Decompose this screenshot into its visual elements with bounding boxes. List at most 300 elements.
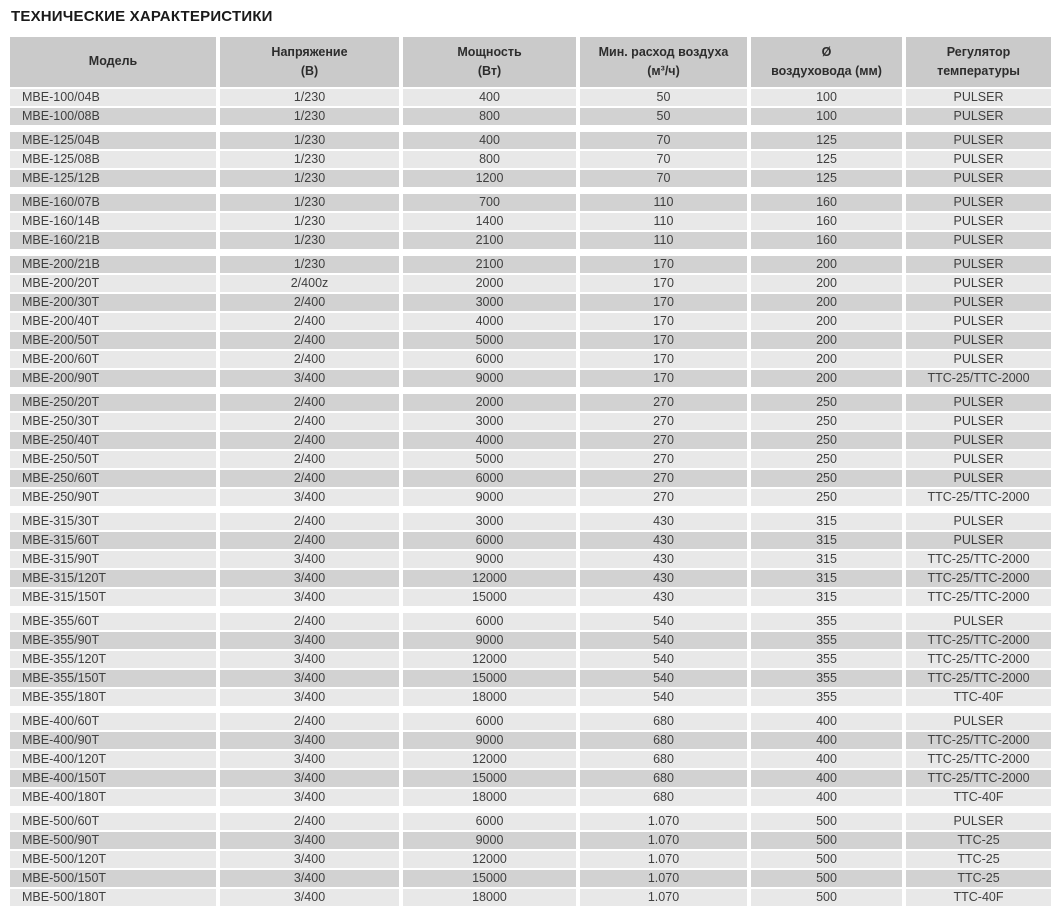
cell-voltage: 1/230	[220, 213, 399, 230]
column-header-sublabel: (Вт)	[477, 64, 502, 78]
cell-voltage: 2/400	[220, 613, 399, 630]
cell-voltage: 1/230	[220, 170, 399, 187]
cell-diameter: 250	[751, 413, 902, 430]
cell-model: MBE-200/50T	[10, 332, 216, 349]
column-header-airflow	[580, 37, 747, 87]
cell-model: MBE-400/90T	[10, 732, 216, 749]
cell-voltage: 2/400	[220, 351, 399, 368]
table-row	[10, 89, 1051, 106]
cell-model: MBE-200/20T	[10, 275, 216, 292]
model-group	[10, 394, 1051, 506]
cell-diameter: 125	[751, 132, 902, 149]
cell-diameter: 400	[751, 770, 902, 787]
cell-power: 15000	[403, 589, 576, 606]
cell-power: 800	[403, 108, 576, 125]
cell-power: 5000	[403, 451, 576, 468]
cell-regulator: TTC-40F	[906, 889, 1051, 906]
cell-diameter: 500	[751, 889, 902, 906]
cell-voltage: 1/230	[220, 194, 399, 211]
table-row	[10, 670, 1051, 687]
cell-airflow: 170	[580, 256, 747, 273]
cell-power: 6000	[403, 813, 576, 830]
cell-voltage: 3/400	[220, 589, 399, 606]
table-row	[10, 851, 1051, 868]
cell-regulator: PULSER	[906, 232, 1051, 249]
cell-airflow: 70	[580, 151, 747, 168]
cell-model: MBE-355/90T	[10, 632, 216, 649]
model-group	[10, 194, 1051, 249]
model-group	[10, 132, 1051, 187]
table-row	[10, 589, 1051, 606]
cell-airflow: 1.070	[580, 851, 747, 868]
cell-airflow: 270	[580, 394, 747, 411]
table-row	[10, 570, 1051, 587]
table-row	[10, 651, 1051, 668]
cell-power: 400	[403, 132, 576, 149]
cell-voltage: 3/400	[220, 370, 399, 387]
cell-voltage: 2/400	[220, 313, 399, 330]
table-row	[10, 151, 1051, 168]
cell-diameter: 355	[751, 651, 902, 668]
model-group	[10, 813, 1051, 906]
cell-model: MBE-160/07B	[10, 194, 216, 211]
cell-diameter: 250	[751, 489, 902, 506]
table-row	[10, 751, 1051, 768]
cell-power: 2000	[403, 275, 576, 292]
table-row	[10, 132, 1051, 149]
column-header-label: Мощность	[457, 44, 522, 59]
table-row	[10, 432, 1051, 449]
cell-airflow: 1.070	[580, 870, 747, 887]
table-row	[10, 532, 1051, 549]
cell-airflow: 270	[580, 432, 747, 449]
cell-power: 5000	[403, 332, 576, 349]
table-row	[10, 370, 1051, 387]
cell-diameter: 400	[751, 713, 902, 730]
cell-regulator: PULSER	[906, 613, 1051, 630]
cell-regulator: TTC-25/TTC-2000	[906, 551, 1051, 568]
cell-voltage: 3/400	[220, 632, 399, 649]
cell-airflow: 1.070	[580, 832, 747, 849]
cell-model: MBE-355/180T	[10, 689, 216, 706]
cell-power: 9000	[403, 551, 576, 568]
cell-power: 9000	[403, 832, 576, 849]
cell-diameter: 315	[751, 570, 902, 587]
cell-regulator: PULSER	[906, 132, 1051, 149]
cell-power: 9000	[403, 489, 576, 506]
cell-airflow: 430	[580, 513, 747, 530]
cell-power: 1400	[403, 213, 576, 230]
table-row	[10, 632, 1051, 649]
cell-model: MBE-250/30T	[10, 413, 216, 430]
cell-power: 2100	[403, 232, 576, 249]
cell-regulator: PULSER	[906, 89, 1051, 106]
table-row	[10, 108, 1051, 125]
table-row	[10, 256, 1051, 273]
cell-regulator: PULSER	[906, 470, 1051, 487]
model-group	[10, 256, 1051, 387]
cell-regulator: PULSER	[906, 151, 1051, 168]
cell-power: 4000	[403, 432, 576, 449]
cell-regulator: TTC-25/TTC-2000	[906, 770, 1051, 787]
cell-airflow: 430	[580, 532, 747, 549]
cell-diameter: 355	[751, 670, 902, 687]
cell-diameter: 355	[751, 632, 902, 649]
cell-model: MBE-400/120T	[10, 751, 216, 768]
cell-regulator: PULSER	[906, 275, 1051, 292]
table-row	[10, 713, 1051, 730]
cell-regulator: PULSER	[906, 713, 1051, 730]
cell-voltage: 2/400	[220, 413, 399, 430]
cell-airflow: 50	[580, 89, 747, 106]
cell-diameter: 250	[751, 394, 902, 411]
cell-diameter: 160	[751, 213, 902, 230]
column-header-power	[403, 37, 576, 87]
cell-regulator: TTC-25/TTC-2000	[906, 670, 1051, 687]
column-header-voltage	[220, 37, 399, 87]
cell-airflow: 680	[580, 751, 747, 768]
cell-airflow: 170	[580, 294, 747, 311]
cell-regulator: TTC-25	[906, 832, 1051, 849]
cell-airflow: 270	[580, 489, 747, 506]
cell-diameter: 125	[751, 170, 902, 187]
cell-voltage: 2/400	[220, 332, 399, 349]
table-row	[10, 770, 1051, 787]
model-group	[10, 513, 1051, 606]
cell-diameter: 500	[751, 851, 902, 868]
cell-diameter: 200	[751, 275, 902, 292]
cell-power: 400	[403, 89, 576, 106]
cell-power: 6000	[403, 532, 576, 549]
cell-power: 700	[403, 194, 576, 211]
column-header-sublabel: температуры	[937, 64, 1020, 78]
cell-voltage: 1/230	[220, 232, 399, 249]
column-header-label: Регулятор	[946, 44, 1011, 59]
cell-diameter: 400	[751, 789, 902, 806]
table-body	[10, 89, 1051, 906]
cell-regulator: TTC-25/TTC-2000	[906, 751, 1051, 768]
cell-airflow: 270	[580, 451, 747, 468]
cell-model: MBE-250/90T	[10, 489, 216, 506]
cell-regulator: PULSER	[906, 413, 1051, 430]
table-row	[10, 870, 1051, 887]
column-header-label: Напряжение	[271, 44, 348, 59]
cell-model: MBE-400/60T	[10, 713, 216, 730]
cell-airflow: 540	[580, 613, 747, 630]
cell-power: 12000	[403, 570, 576, 587]
cell-airflow: 540	[580, 632, 747, 649]
cell-model: MBE-315/30T	[10, 513, 216, 530]
cell-airflow: 430	[580, 570, 747, 587]
cell-model: MBE-315/120T	[10, 570, 216, 587]
cell-voltage: 2/400	[220, 294, 399, 311]
cell-airflow: 270	[580, 413, 747, 430]
cell-regulator: TTC-40F	[906, 789, 1051, 806]
cell-airflow: 70	[580, 132, 747, 149]
cell-diameter: 315	[751, 589, 902, 606]
cell-diameter: 100	[751, 108, 902, 125]
cell-diameter: 200	[751, 351, 902, 368]
cell-airflow: 680	[580, 732, 747, 749]
cell-power: 6000	[403, 351, 576, 368]
cell-regulator: PULSER	[906, 513, 1051, 530]
cell-regulator: PULSER	[906, 194, 1051, 211]
cell-diameter: 125	[751, 151, 902, 168]
cell-model: MBE-500/90T	[10, 832, 216, 849]
cell-voltage: 2/400	[220, 513, 399, 530]
cell-airflow: 430	[580, 551, 747, 568]
cell-voltage: 3/400	[220, 689, 399, 706]
cell-power: 18000	[403, 889, 576, 906]
table-row	[10, 489, 1051, 506]
cell-model: MBE-500/180T	[10, 889, 216, 906]
cell-airflow: 170	[580, 370, 747, 387]
cell-power: 800	[403, 151, 576, 168]
cell-airflow: 110	[580, 213, 747, 230]
cell-diameter: 200	[751, 294, 902, 311]
cell-regulator: PULSER	[906, 451, 1051, 468]
cell-voltage: 3/400	[220, 570, 399, 587]
cell-model: MBE-500/120T	[10, 851, 216, 868]
cell-model: MBE-500/150T	[10, 870, 216, 887]
table-row	[10, 889, 1051, 906]
table-row	[10, 213, 1051, 230]
cell-diameter: 200	[751, 332, 902, 349]
table-row	[10, 313, 1051, 330]
cell-voltage: 2/400	[220, 713, 399, 730]
cell-voltage: 3/400	[220, 551, 399, 568]
cell-airflow: 1.070	[580, 813, 747, 830]
cell-diameter: 250	[751, 432, 902, 449]
cell-diameter: 250	[751, 470, 902, 487]
cell-airflow: 540	[580, 689, 747, 706]
cell-voltage: 2/400z	[220, 275, 399, 292]
column-header-label: Мин. расход воздуха	[598, 44, 729, 59]
cell-airflow: 540	[580, 670, 747, 687]
cell-airflow: 270	[580, 470, 747, 487]
cell-voltage: 1/230	[220, 132, 399, 149]
cell-model: MBE-400/150T	[10, 770, 216, 787]
cell-airflow: 170	[580, 313, 747, 330]
cell-voltage: 2/400	[220, 432, 399, 449]
cell-model: MBE-250/20T	[10, 394, 216, 411]
cell-voltage: 2/400	[220, 813, 399, 830]
cell-model: MBE-355/120T	[10, 651, 216, 668]
table-row	[10, 513, 1051, 530]
table-row	[10, 451, 1051, 468]
cell-voltage: 3/400	[220, 832, 399, 849]
cell-power: 15000	[403, 770, 576, 787]
column-header-regulator	[906, 37, 1051, 87]
cell-power: 3000	[403, 413, 576, 430]
cell-voltage: 1/230	[220, 256, 399, 273]
cell-diameter: 315	[751, 551, 902, 568]
cell-airflow: 680	[580, 770, 747, 787]
cell-diameter: 355	[751, 689, 902, 706]
cell-model: MBE-200/30T	[10, 294, 216, 311]
cell-airflow: 170	[580, 332, 747, 349]
cell-airflow: 1.070	[580, 889, 747, 906]
cell-voltage: 3/400	[220, 732, 399, 749]
cell-power: 18000	[403, 789, 576, 806]
cell-model: MBE-315/60T	[10, 532, 216, 549]
cell-regulator: TTC-25	[906, 870, 1051, 887]
cell-power: 4000	[403, 313, 576, 330]
table-row	[10, 689, 1051, 706]
cell-model: MBE-355/150T	[10, 670, 216, 687]
column-header-model	[10, 37, 216, 87]
table-row	[10, 551, 1051, 568]
model-group	[10, 713, 1051, 806]
cell-airflow: 540	[580, 651, 747, 668]
column-header-label: Ø	[821, 44, 832, 59]
cell-regulator: PULSER	[906, 813, 1051, 830]
cell-power: 9000	[403, 732, 576, 749]
cell-voltage: 1/230	[220, 108, 399, 125]
table-row	[10, 394, 1051, 411]
cell-model: MBE-100/08B	[10, 108, 216, 125]
cell-regulator: TTC-25/TTC-2000	[906, 589, 1051, 606]
table-row	[10, 232, 1051, 249]
cell-power: 15000	[403, 870, 576, 887]
cell-model: MBE-200/40T	[10, 313, 216, 330]
cell-airflow: 680	[580, 789, 747, 806]
cell-model: MBE-315/90T	[10, 551, 216, 568]
cell-regulator: TTC-25	[906, 851, 1051, 868]
cell-regulator: TTC-25/TTC-2000	[906, 732, 1051, 749]
cell-regulator: TTC-25/TTC-2000	[906, 651, 1051, 668]
cell-model: MBE-250/50T	[10, 451, 216, 468]
cell-regulator: PULSER	[906, 313, 1051, 330]
cell-diameter: 250	[751, 451, 902, 468]
cell-diameter: 200	[751, 256, 902, 273]
cell-power: 6000	[403, 470, 576, 487]
cell-model: MBE-100/04B	[10, 89, 216, 106]
column-header-sublabel: воздуховода (мм)	[771, 64, 882, 78]
cell-voltage: 3/400	[220, 751, 399, 768]
table-row	[10, 413, 1051, 430]
model-group	[10, 89, 1051, 125]
cell-voltage: 2/400	[220, 451, 399, 468]
table-row	[10, 789, 1051, 806]
cell-model: MBE-400/180T	[10, 789, 216, 806]
table-row	[10, 170, 1051, 187]
table-row	[10, 294, 1051, 311]
cell-power: 18000	[403, 689, 576, 706]
cell-power: 3000	[403, 294, 576, 311]
cell-voltage: 2/400	[220, 394, 399, 411]
cell-regulator: PULSER	[906, 332, 1051, 349]
cell-model: MBE-125/04B	[10, 132, 216, 149]
table-row	[10, 732, 1051, 749]
cell-power: 15000	[403, 670, 576, 687]
cell-voltage: 3/400	[220, 770, 399, 787]
cell-airflow: 110	[580, 232, 747, 249]
cell-model: MBE-200/60T	[10, 351, 216, 368]
cell-model: MBE-160/14B	[10, 213, 216, 230]
cell-model: MBE-200/21B	[10, 256, 216, 273]
cell-regulator: TTC-25/TTC-2000	[906, 370, 1051, 387]
cell-voltage: 3/400	[220, 489, 399, 506]
cell-model: MBE-355/60T	[10, 613, 216, 630]
cell-power: 9000	[403, 370, 576, 387]
cell-diameter: 315	[751, 513, 902, 530]
table-row	[10, 275, 1051, 292]
cell-power: 1200	[403, 170, 576, 187]
table-row	[10, 351, 1051, 368]
cell-airflow: 70	[580, 170, 747, 187]
cell-voltage: 2/400	[220, 470, 399, 487]
cell-model: MBE-250/40T	[10, 432, 216, 449]
table-row	[10, 332, 1051, 349]
cell-diameter: 400	[751, 751, 902, 768]
cell-regulator: PULSER	[906, 170, 1051, 187]
cell-regulator: PULSER	[906, 294, 1051, 311]
cell-voltage: 3/400	[220, 789, 399, 806]
cell-power: 12000	[403, 751, 576, 768]
cell-power: 2100	[403, 256, 576, 273]
cell-voltage: 3/400	[220, 651, 399, 668]
cell-regulator: PULSER	[906, 213, 1051, 230]
table-header	[10, 37, 1051, 87]
cell-model: MBE-500/60T	[10, 813, 216, 830]
cell-regulator: TTC-40F	[906, 689, 1051, 706]
cell-regulator: PULSER	[906, 351, 1051, 368]
cell-airflow: 170	[580, 351, 747, 368]
cell-airflow: 430	[580, 589, 747, 606]
table-row	[10, 194, 1051, 211]
cell-airflow: 110	[580, 194, 747, 211]
column-header-diameter	[751, 37, 902, 87]
cell-model: MBE-160/21B	[10, 232, 216, 249]
cell-power: 9000	[403, 632, 576, 649]
column-header-sublabel: (м³/ч)	[647, 64, 680, 78]
cell-model: MBE-200/90T	[10, 370, 216, 387]
cell-power: 12000	[403, 851, 576, 868]
cell-model: MBE-125/12B	[10, 170, 216, 187]
cell-airflow: 50	[580, 108, 747, 125]
cell-regulator: TTC-25/TTC-2000	[906, 489, 1051, 506]
cell-voltage: 3/400	[220, 870, 399, 887]
column-header-sublabel: (В)	[300, 64, 319, 78]
cell-regulator: PULSER	[906, 532, 1051, 549]
cell-power: 6000	[403, 613, 576, 630]
cell-power: 3000	[403, 513, 576, 530]
cell-voltage: 1/230	[220, 151, 399, 168]
cell-regulator: PULSER	[906, 432, 1051, 449]
table-row	[10, 470, 1051, 487]
cell-power: 12000	[403, 651, 576, 668]
cell-diameter: 400	[751, 732, 902, 749]
cell-model: MBE-250/60T	[10, 470, 216, 487]
cell-model: MBE-315/150T	[10, 589, 216, 606]
spec-table	[10, 37, 1051, 906]
cell-regulator: TTC-25/TTC-2000	[906, 632, 1051, 649]
cell-airflow: 680	[580, 713, 747, 730]
cell-voltage: 3/400	[220, 851, 399, 868]
cell-power: 6000	[403, 713, 576, 730]
cell-voltage: 3/400	[220, 670, 399, 687]
cell-diameter: 500	[751, 832, 902, 849]
cell-airflow: 170	[580, 275, 747, 292]
page-title: ТЕХНИЧЕСКИЕ ХАРАКТЕРИСТИКИ	[11, 8, 273, 25]
model-group	[10, 613, 1051, 706]
column-header-label: Модель	[88, 54, 138, 69]
cell-diameter: 500	[751, 870, 902, 887]
cell-diameter: 355	[751, 613, 902, 630]
cell-diameter: 200	[751, 370, 902, 387]
cell-regulator: PULSER	[906, 108, 1051, 125]
